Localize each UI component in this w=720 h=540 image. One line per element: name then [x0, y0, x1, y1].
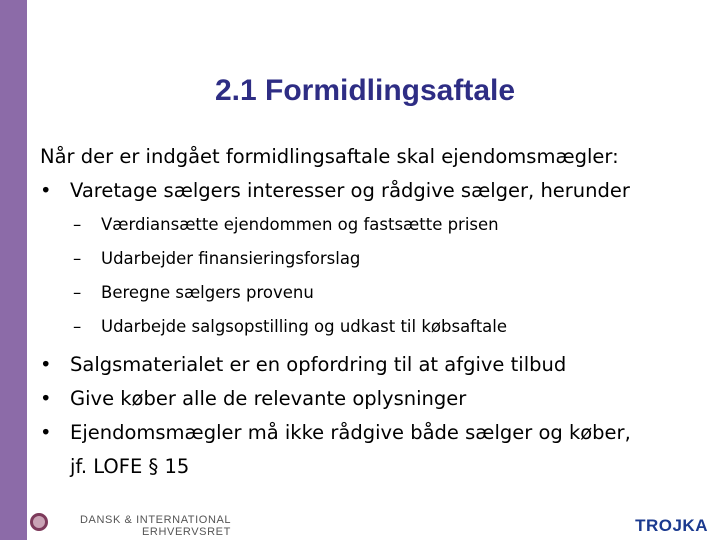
- bullet-text: Salgsmaterialet er en opfordring til at afgive tilbud: [70, 353, 567, 376]
- bullet-item: [40, 174, 710, 208]
- dash-marker: –: [73, 215, 82, 234]
- bullet-text-line1: Ejendomsmægler må ikke rådgive både sælger og køber,: [70, 421, 631, 444]
- bullet-text: [70, 416, 631, 484]
- footer-brand-logo: TROJKA: [635, 516, 708, 535]
- bullet-text: Varetage sælgers interesser og rådgive sælger, herunder: [70, 179, 630, 202]
- bullet-marker: •: [40, 179, 52, 202]
- sub-bullet-item: [40, 310, 710, 344]
- footer-org-line2: ERHVERVSRET: [142, 526, 231, 538]
- seal-logo-icon: [30, 513, 48, 531]
- bullet-text: Give køber alle de relevante oplysninger: [70, 387, 467, 410]
- bullet-marker: •: [40, 353, 52, 376]
- bullet-marker: •: [40, 387, 52, 410]
- bullet-item: [40, 348, 710, 382]
- sub-bullet-text: Udarbejder finansieringsforslag: [101, 249, 361, 268]
- sub-bullet-text: Beregne sælgers provenu: [101, 283, 314, 302]
- sub-bullet-item: [40, 208, 710, 242]
- footer-org-line1: DANSK & INTERNATIONAL: [80, 514, 232, 526]
- bullet-item: [40, 416, 710, 484]
- dash-marker: –: [73, 317, 82, 336]
- bullet-text-line2: jf. LOFE § 15: [70, 455, 190, 478]
- sub-bullet-item: [40, 242, 710, 276]
- sub-bullet-text: Udarbejde salgsopstilling og udkast til købsaftale: [101, 317, 508, 336]
- slide-title: 2.1 Formidlingsaftale: [214, 74, 516, 107]
- footer-organization: [80, 514, 231, 538]
- slide-body: [40, 140, 710, 484]
- intro-text: Når der er indgået formidlingsaftale skal ejendomsmægler:: [40, 145, 619, 168]
- bullet-item: [40, 382, 710, 416]
- sub-bullet-text: Værdiansætte ejendommen og fastsætte prisen: [101, 215, 499, 234]
- sub-bullet-item: [40, 276, 710, 310]
- dash-marker: –: [73, 249, 82, 268]
- bullet-marker: •: [40, 421, 52, 444]
- dash-marker: –: [73, 283, 82, 302]
